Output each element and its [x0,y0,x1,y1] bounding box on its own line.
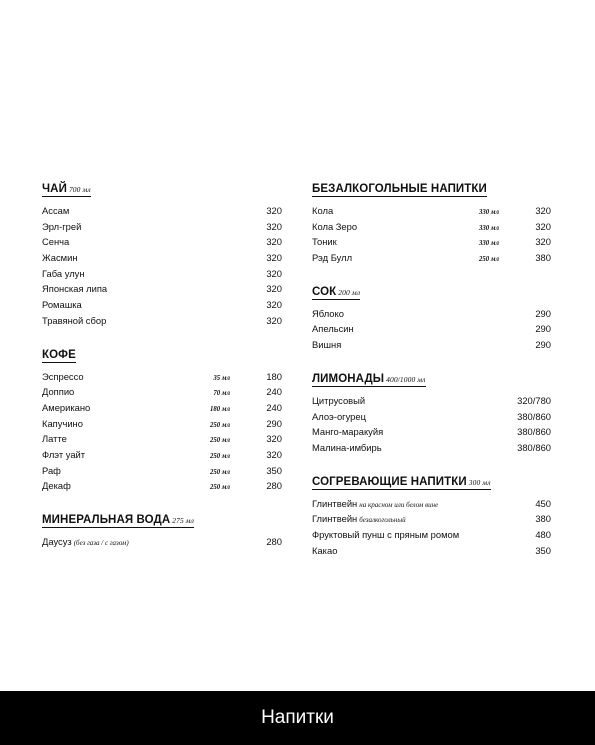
menu-item-price: 480 [535,528,551,540]
menu-item-price: 280 [266,480,282,492]
section-heading [312,183,487,197]
menu-item-subnote: на красном или белом вине [359,500,439,509]
menu-item-name-wrap [42,268,230,279]
menu-item-name: Ассам [42,205,70,216]
section-mineral-water [42,510,282,552]
menu-item-price: 290 [266,417,282,429]
menu-item [312,308,551,324]
menu-item-name-wrap [312,442,499,453]
menu-item [312,236,551,252]
section-title: СОК [312,285,337,298]
menu-item [312,545,551,561]
menu-item-volume: 250 мл [209,484,230,492]
section-title: СОГРЕВАЮЩИЕ НАПИТКИ [312,475,467,488]
menu-item-name-wrap [42,236,230,247]
menu-item [42,386,282,402]
menu-item [42,236,282,252]
menu-item-name: Тоник [312,236,337,248]
menu-item-name: Какао [312,544,338,556]
menu-item-price: 320 [266,448,282,460]
menu-item-price: 240 [266,401,282,413]
menu-item-name-wrap [312,308,499,319]
menu-item-name: Латте [42,433,67,445]
menu-item-name-wrap [42,536,230,547]
section-warm-drinks [312,472,551,561]
menu-item-name: Доппио [42,386,75,398]
menu-item-price: 320 [266,283,282,295]
section-volume-note: 275 мл [172,516,195,525]
menu-item [42,536,282,552]
menu-item-name: Манго-маракуйя [312,426,384,438]
menu-item-name: Американо [42,401,91,413]
footer-bar [0,691,595,745]
menu-item [312,513,551,529]
menu-item-price: 350 [535,544,551,556]
section-volume-note: 700 мл [68,185,91,194]
menu-item [42,299,282,315]
menu-item-name-wrap [42,418,190,429]
menu-item-price: 380/860 [517,426,551,438]
menu-item-price: 320 [266,236,282,248]
menu-item-name-wrap [42,386,190,397]
section-heading [312,476,491,490]
footer-title: Напитки [261,707,334,728]
menu-item-name-wrap [312,498,499,509]
menu-item-name: Ромашка [42,299,82,311]
menu-item-name: Даусуз [42,536,72,547]
menu-item-name-wrap [42,315,230,326]
menu-item-price: 280 [266,536,282,547]
menu-item-volume: 35 мл [213,374,230,382]
menu-item-price: 320 [266,252,282,264]
menu-item [42,205,282,221]
section-heading [312,286,360,300]
menu-item [312,252,551,268]
menu-item-volume: 330 мл [478,240,499,248]
menu-item-volume: 330 мл [478,209,499,216]
menu-item [42,371,282,387]
menu-item [42,433,282,449]
section-coffee [42,345,282,497]
menu-item-volume: 250 мл [478,256,499,264]
menu-item-price: 290 [535,307,551,319]
section-volume-note: 200 мл [338,287,361,297]
menu-item-price: 180 [266,370,282,382]
menu-item-volume: 250 мл [209,452,230,460]
menu-item-price: 290 [535,323,551,335]
menu-item-price: 320 [266,433,282,445]
menu-item-name: Вишня [312,339,342,351]
menu-item-price: 290 [535,339,551,351]
menu-item-volume: 250 мл [209,468,230,476]
menu-item-price: 320 [266,299,282,311]
right-column [312,179,551,574]
menu-item-price: 320 [535,236,551,248]
menu-item-name: Сенча [42,236,70,248]
menu-item-price: 320/780 [517,394,551,406]
menu-item-name-wrap [312,252,459,263]
menu-item [312,442,551,458]
menu-item-name-wrap [42,299,230,310]
menu-item [42,418,282,434]
menu-item [312,395,551,411]
menu-item-price: 320 [266,220,282,232]
menu-item-name: Алоэ-огурец [312,410,366,422]
menu-item-price: 380 [535,513,551,525]
menu-item [312,529,551,545]
menu-item-volume: 330 мл [478,224,499,232]
menu-item-name-wrap [312,395,499,406]
menu-item [312,323,551,339]
menu-item [312,221,551,237]
menu-item-volume: 70 мл [213,390,230,398]
menu-item-price: 320 [266,205,282,216]
menu-item-name: Эрл-грей [42,220,82,232]
menu-item-name: Раф [42,464,61,476]
menu-item [42,252,282,268]
menu-item [312,498,551,514]
menu-item [312,205,551,221]
menu-item-name-wrap [312,529,499,540]
menu-item-name: Яблоко [312,307,344,319]
menu-item-name-wrap [312,205,459,216]
menu-item-name-wrap [312,513,499,524]
section-title: БЕЗАЛКОГОЛЬНЫЕ НАПИТКИ [312,183,487,195]
left-column [42,179,282,566]
section-soft-drinks [312,179,551,268]
menu-item-name: Кола [312,205,334,216]
menu-item [312,426,551,442]
section-volume-note: 300 мл [468,477,491,487]
section-juice [312,282,551,355]
menu-item-volume: 180 мл [209,405,230,413]
section-title: КОФЕ [42,348,76,361]
menu-item-name-wrap [42,221,230,232]
menu-item-name: Флэт уайт [42,448,86,460]
menu-item-name-wrap [42,433,190,444]
menu-item-name-wrap [312,426,499,437]
menu-item [42,449,282,465]
menu-item-name: Апельсин [312,323,354,335]
menu-item-price: 320 [535,205,551,216]
menu-item-name-wrap [312,323,499,334]
menu-item [42,465,282,481]
menu-item [42,221,282,237]
menu-item-volume: 250 мл [209,421,230,429]
section-title: ЛИМОНАДЫ [312,372,385,385]
menu-item-price: 380/860 [517,410,551,422]
menu-item-name: Травяной сбор [42,314,107,326]
menu-item-name-wrap [312,236,459,247]
menu-item [42,268,282,284]
menu-item-name-wrap [42,371,190,382]
menu-item-price: 450 [535,497,551,509]
menu-item-name-wrap [42,402,190,413]
menu-item-name: Декаф [42,480,71,492]
menu-item-price: 380 [535,252,551,264]
menu-item-subnote: безалкогольный [359,516,406,525]
menu-item-name: Фруктовый пунш с пряным ромом [312,528,460,540]
menu-item-name: Малина-имбирь [312,441,382,453]
menu-item-price: 350 [266,464,282,476]
menu-item-name: Эспрессо [42,370,84,382]
menu-item [42,315,282,331]
menu-item-name: Глинтвейн [312,497,358,509]
menu-item [312,339,551,355]
menu-item-name: Глинтвейн [312,513,358,525]
menu-item-name-wrap [312,545,499,556]
section-volume-note: 400/1000 мл [386,374,426,384]
section-lemonades [312,369,551,458]
menu-item-price: 240 [266,386,282,398]
menu-item-name: Габа улун [42,267,85,279]
section-title: ЧАЙ [42,183,67,195]
menu-item-name-wrap [42,449,190,460]
menu-item-name-wrap [312,411,499,422]
menu-item [42,402,282,418]
menu-item-name: Кола Зеро [312,220,358,232]
menu-item-name-wrap [42,205,230,216]
menu-item-volume: 250 мл [209,437,230,445]
section-tea [42,179,282,331]
menu-item-name: Жасмин [42,252,78,264]
menu-item-name: Рэд Булл [312,252,353,264]
menu-item-name-wrap [42,252,230,263]
menu-item-subnote: (без газа / с газом) [73,539,129,547]
menu-item-name-wrap [312,221,459,232]
section-heading [42,514,194,528]
menu-item [312,411,551,427]
menu-item-price: 320 [266,267,282,279]
section-title: МИНЕРАЛЬНАЯ ВОДА [42,514,171,526]
menu-item-name: Капучино [42,417,83,429]
menu-item-name-wrap [312,339,499,350]
menu-item-name-wrap [42,283,230,294]
menu-item-name-wrap [42,480,190,491]
menu-item-name: Цитрусовый [312,394,366,406]
section-heading [42,183,91,197]
menu-item-name: Японская липа [42,283,108,295]
section-heading [42,349,76,363]
menu-item-price: 320 [266,314,282,326]
menu-item-price: 380/860 [517,441,551,453]
section-heading [312,373,426,387]
menu-item-price: 320 [535,220,551,232]
menu-item [42,480,282,496]
menu-item-name-wrap [42,465,190,476]
menu-item [42,283,282,299]
